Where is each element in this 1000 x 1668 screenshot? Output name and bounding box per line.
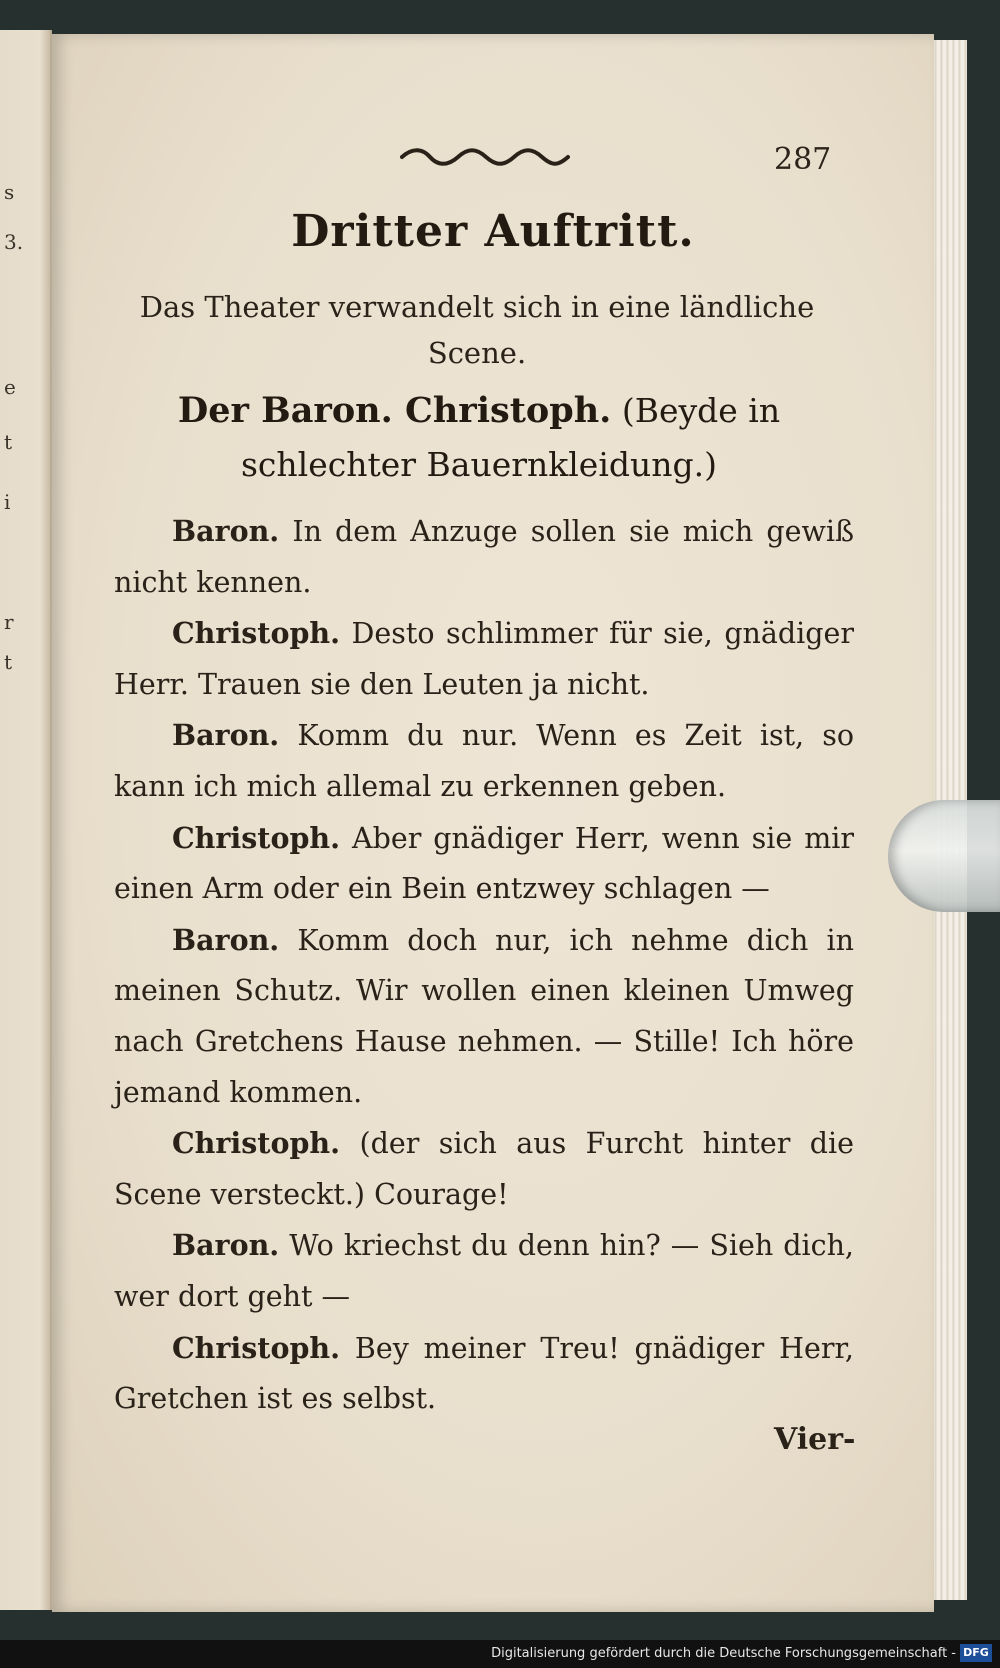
speech-line	[114, 1220, 854, 1322]
speech-text: Bey meiner Treu! gnädiger Herr, Gretchen ist es selbst.	[114, 1331, 854, 1416]
speech-text: Wo kriechst du denn hin? — Sieh dich, wer dort geht —	[114, 1229, 854, 1313]
speech-text: Komm doch nur, ich nehme dich in meinen Schutz. Wir wollen einen kleinen Umweg nach Gretchens Hause nehmen. — Stille! Ich höre jemand kommen.	[114, 923, 855, 1109]
speaker-name: Christoph.	[172, 1330, 341, 1365]
speech-line	[114, 1323, 854, 1425]
margin-glyph: t	[4, 430, 13, 454]
margin-glyph: s	[4, 180, 15, 204]
speech-line	[114, 608, 854, 710]
speech-text: In dem Anzuge sollen sie mich gewiß nicht kennen.	[114, 515, 854, 599]
speaker-name: Baron.	[172, 718, 280, 753]
speaker-name: Baron.	[172, 514, 280, 548]
catchword: Vier-	[774, 1422, 856, 1457]
margin-glyph: e	[4, 375, 16, 399]
margin-glyph: 3.	[4, 230, 24, 254]
dialogue-block	[114, 506, 854, 1425]
footer-credit: Digitalisierung gefördert durch die Deutsche Forschungsgemeinschaft -	[491, 1646, 956, 1661]
costume-note: (Beyde in schlechter Bauernkleidung.)	[240, 391, 781, 484]
speech-text: Komm du nur. Wenn es Zeit ist, so kann ich mich allemal zu erkennen geben.	[114, 719, 854, 803]
speech-line	[114, 710, 854, 812]
margin-glyph: r	[4, 610, 14, 634]
speaker-name: Baron.	[172, 1228, 280, 1263]
page-number: 287	[774, 142, 832, 177]
speaker-name: Baron.	[172, 922, 280, 957]
page-holder-clip	[888, 800, 1000, 912]
speech-line	[114, 506, 854, 608]
dfg-logo: DFG	[960, 1644, 992, 1662]
margin-glyph: t	[4, 650, 13, 674]
speech-text: Aber gnädiger Herr, wenn sie mir einen Arm oder ein Bein entzwey schlagen —	[114, 821, 854, 906]
speech-line	[114, 1118, 854, 1220]
character-list	[114, 384, 844, 492]
speech-text: (der sich aus Furcht hinter die Scene versteckt.) Courage!	[114, 1127, 855, 1211]
book-page	[52, 34, 934, 1612]
speech-line	[114, 915, 854, 1118]
stage-direction: Das Theater verwandelt sich in eine ländliche Scene.	[139, 290, 815, 370]
scene-title: Dritter Auftritt.	[291, 206, 695, 257]
character-names: Der Baron. Christoph.	[177, 390, 612, 431]
margin-glyph: i	[4, 490, 11, 514]
ornament-icon	[400, 146, 570, 168]
speaker-name: Christoph.	[172, 820, 341, 855]
previous-page-edge	[0, 30, 52, 1610]
speech-line	[114, 813, 854, 915]
speech-text: Desto schlimmer für sie, gnädiger Herr. Trauen sie den Leuten ja nicht.	[114, 617, 854, 701]
speaker-name: Christoph.	[172, 1126, 341, 1161]
speaker-name: Christoph.	[172, 616, 341, 651]
